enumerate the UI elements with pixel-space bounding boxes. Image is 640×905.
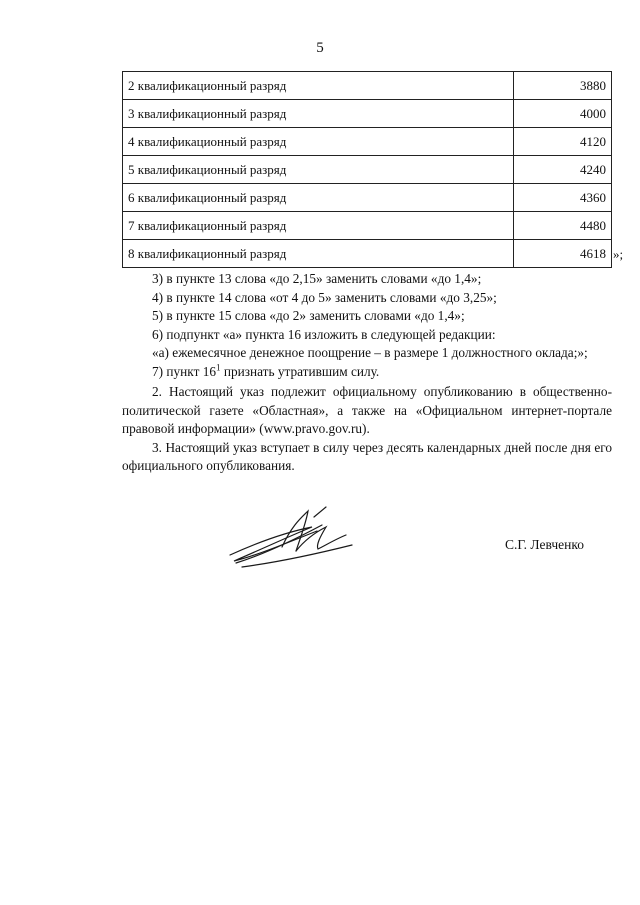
amendment-item-3: 3) в пункте 13 слова «до 2,15» заменить словами «до 1,4»;: [152, 271, 482, 286]
rank-value-cell: [514, 128, 612, 156]
rank-label: 3 квалификационный разряд: [123, 100, 514, 128]
paragraph-2-publication: 2. Настоящий указ подлежит официальному опубликованию в общественно-политической газете «Областная», а также на «Официальном интернет-портале правовой информации» (www.pravo.gov.ru).: [122, 384, 612, 436]
closing-quote-suffix: »;: [613, 246, 624, 261]
amendment-item-6: 6) подпункт «а» пункта 16 изложить в следующей редакции:: [152, 326, 496, 342]
rank-value: 4000: [580, 106, 606, 121]
document-body: [122, 270, 612, 476]
rank-value: 3880: [580, 78, 606, 93]
amendment-item-6a: «а) ежемесячное денежное поощрение – в размере 1 должностного оклада;»;: [152, 345, 588, 360]
rank-value: 4480: [580, 218, 606, 233]
rank-value-cell: [514, 240, 624, 268]
item-7-text-end: признать утратившим силу.: [220, 363, 380, 379]
rank-value-cell: [514, 212, 612, 240]
table-body: [123, 72, 624, 268]
page-number: 5: [316, 40, 324, 56]
item-7-text-start: 7) пункт 16: [152, 363, 216, 379]
rank-label: 6 квалификационный разряд: [123, 184, 514, 212]
rank-value: 4120: [580, 134, 606, 149]
rank-label: 8 квалификационный разряд: [123, 240, 514, 268]
table-row: [123, 212, 612, 240]
rank-value: 4618: [580, 246, 606, 261]
rank-value-cell: [514, 100, 612, 128]
signer-name: С.Г. Левченко: [505, 537, 584, 552]
item-7-superscript: 1: [216, 362, 221, 373]
table-row: [123, 128, 612, 156]
amendment-item-7: [122, 363, 612, 382]
table-row: [123, 240, 612, 268]
rank-label: 7 квалификационный разряд: [123, 212, 514, 240]
rank-value-cell: [514, 184, 612, 212]
rank-label: 4 квалификационный разряд: [123, 128, 514, 156]
rank-value: 4240: [580, 162, 606, 177]
handwritten-signature: [222, 505, 362, 575]
rank-label: 5 квалификационный разряд: [123, 156, 514, 184]
rank-value-cell: [514, 156, 612, 184]
qualification-rates-table: [122, 71, 624, 268]
table-row: [123, 72, 612, 100]
rank-value-cell: [514, 72, 612, 100]
paragraph-3-entry-into-force: 3. Настоящий указ вступает в силу через десять календарных дней после дня его официального опубликования.: [122, 439, 612, 473]
rank-value: 4360: [580, 190, 606, 205]
table-row: [123, 156, 612, 184]
rank-label: 2 квалификационный разряд: [123, 72, 514, 100]
amendment-item-4: 4) в пункте 14 слова «от 4 до 5» заменить словами «до 3,25»;: [152, 289, 497, 305]
table-row: [123, 100, 612, 128]
amendment-item-5: 5) в пункте 15 слова «до 2» заменить словами «до 1,4»;: [152, 308, 465, 323]
table-row: [123, 184, 612, 212]
